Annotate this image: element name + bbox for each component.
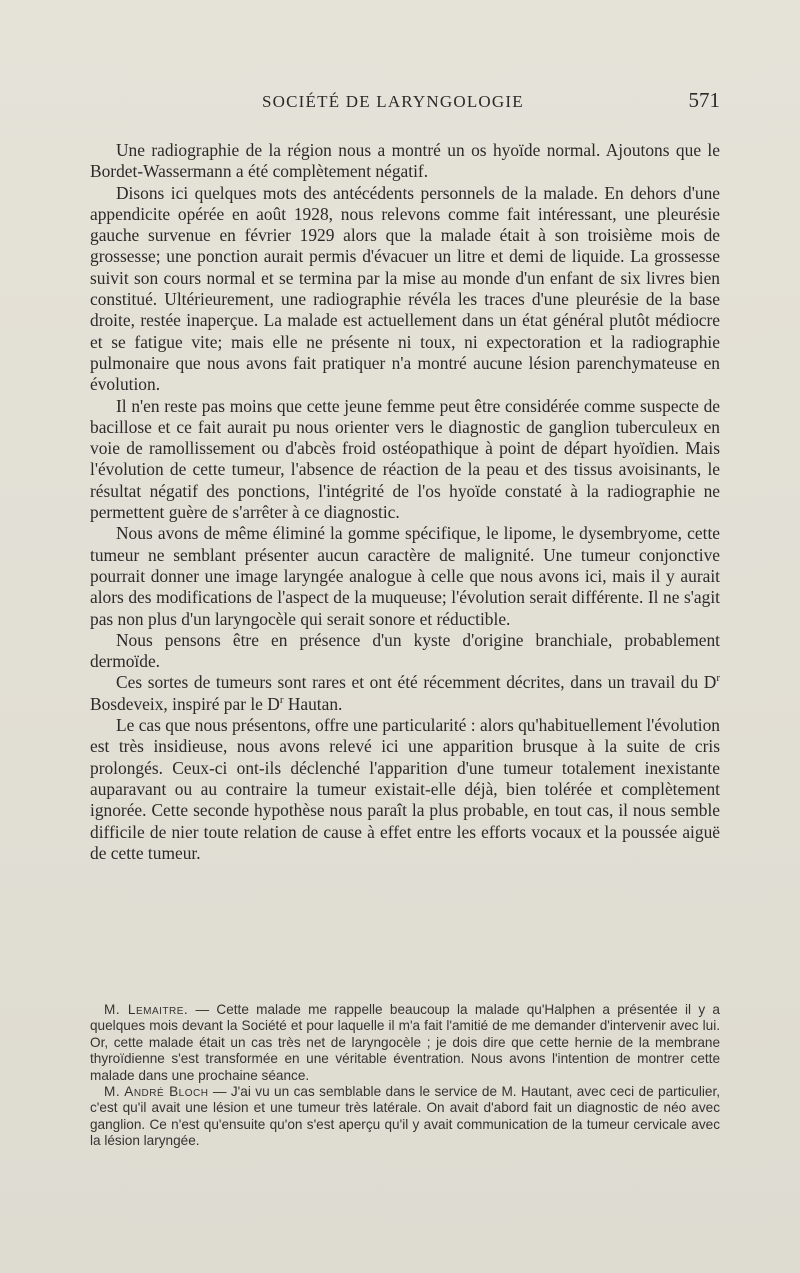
- speaker-text: — J'ai vu un cas semblable dans le service de M. Hautant, avec ceci de particulier, c'est qu'il avait une lésion et une tumeur très latérale. On avait d'abord fait un diagnostic de néo avec ganglion. Ce n'est qu'ensuite qu'on s'est aperçu qu'il y avait communication de la tumeur cervicale avec la lésion laryngée.: [90, 1084, 721, 1149]
- paragraph-literature: [90, 672, 720, 715]
- discussion-section: [90, 1002, 720, 1150]
- running-head: SOCIÉTÉ DE LARYNGOLOGIE: [262, 92, 524, 111]
- paragraph-bacillose: Il n'en reste pas moins que cette jeune femme peut être considérée comme suspecte de bacillose et ce fait aurait pu nous orienter vers le diagnostic de ganglion tuberculeux en voie de ramollissement ou d'abcès froid ostéopathique à point de départ hyoïdien. Mais l'évolution de cette tumeur, l'absence de réaction de la peau et des tissus avoisinants, le résultat négatif des ponctions, l'intégrité de l'os hyoïde constaté à la radiographie ne permettent guère de s'arrêter à ce diagnostic.: [90, 395, 720, 523]
- superscript: r: [716, 672, 720, 685]
- speaker-name: M. André Bloch: [104, 1084, 209, 1100]
- text-run: Ces sortes de tumeurs sont rares et ont été récemment décrites, dans un travail du D: [116, 672, 717, 693]
- page-header: [90, 88, 720, 122]
- text-run: Bosdeveix, inspiré par le D: [90, 693, 280, 714]
- discussion-bloch: [90, 1084, 720, 1150]
- speaker-name: M. Lemaitre.: [104, 1002, 189, 1017]
- paragraph-radiography: Une radiographie de la région nous a montré un os hyoïde normal. Ajoutons que le Bordet-Wassermann a été complètement négatif.: [90, 140, 720, 182]
- page-number: 571: [688, 88, 720, 112]
- text-run: Hautan.: [283, 693, 343, 714]
- speaker-text: — Cette malade me rappelle beaucoup la malade qu'Halphen a présentée il y a quelques mois devant la Société et pour laquelle il m'a fait l'amitié de me demander d'intervenir avec lui. Or, cette malade était un cas très net de laryngocèle ; je dois dire que cette hernie de la membrane thyroïdienne s'est transformée en une véritable éventration. Nous avons l'intention de montrer cette malade dans une prochaine séance.: [90, 1002, 720, 1083]
- discussion-lemaitre: [90, 1002, 720, 1084]
- paragraph-antecedents: Disons ici quelques mots des antécédents personnels de la malade. En dehors d'une appendicite opérée en août 1928, nous relevons comme fait intéressant, une pleurésie gauche survenue en février 1929 alors que la malade était à son troisième mois de grossesse; une ponction aurait permis d'évacuer un litre et demi de liquide. La grossesse suivit son cours normal et se termina par la mise au monde d'un enfant de six livres bien constitué. Ultérieurement, une radiographie révéla les traces d'une pleurésie de la base droite, restée inaperçue. La malade est actuellement dans un état général plutôt médiocre et se fatigue vite; mais elle ne présente ni toux, ni expectoration et la radiographie pulmonaire que nous avons fait pratiquer n'a montré aucune lésion parenchymateuse en évolution.: [90, 182, 720, 395]
- paragraph-conclusion: Nous pensons être en présence d'un kyste d'origine branchiale, probablement dermoïde.: [90, 629, 720, 672]
- paragraph-differential-diagnosis: Nous avons de même éliminé la gomme spécifique, le lipome, le dysembryome, cette tumeur ne semblant présenter aucun caractère de malignité. Une tumeur conjonctive pourrait donner une image laryngée analogue à celle que nous avons ici, mais il y aurait alors des modifications de l'aspect de la muqueuse; l'évolution serait différente. Il ne s'agit pas non plus d'un laryngocèle qui serait sonore et réductible.: [90, 523, 720, 629]
- main-text: [90, 140, 720, 864]
- superscript: r: [279, 693, 284, 706]
- paragraph-particularity: Le cas que nous présentons, offre une particularité : alors qu'habituellement l'évolution est très insidieuse, nous avons relevé ici une apparition brusque à la suite de cris prolongés. Ceux-ci ont-ils déclenché l'apparition d'une tumeur totalement inexistante auparavant ou au contraire la tumeur existait-elle déjà, bien tolérée et complètement ignorée. Cette seconde hypothèse nous paraît la plus probable, en tout cas, il nous semble difficile de nier toute relation de cause à effet entre les efforts vocaux et la poussée aiguë de cette tumeur.: [90, 715, 720, 863]
